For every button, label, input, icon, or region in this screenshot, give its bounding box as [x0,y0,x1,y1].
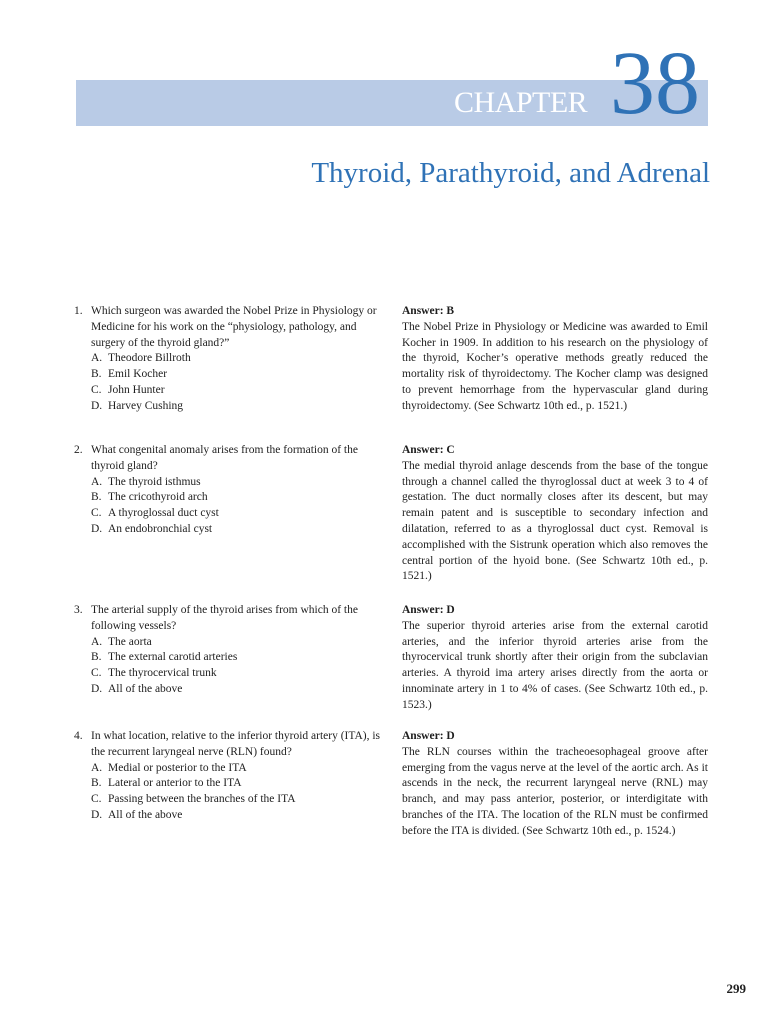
question-1 [74,304,382,415]
option-c: C. John Hunter [91,383,165,396]
option-c: C. The thyrocervical trunk [91,667,217,680]
question-stem: What congenital anomaly arises from the formation of the thyroid gland? [91,444,358,472]
answer-label: Answer: C [402,444,455,456]
page-number: 299 [726,981,746,996]
answer-explanation: The medial thyroid anlage descends from the base of the tongue through a channel called the thyroglossal duct at week 3 to 4 of gestation. The duct normally closes after its descent, but may remain patent and is susceptible to secondary infection and dilatation, referred to as a thyroglossal duct cyst. Removal is accomplished with the Sistrunk operation which also removes the central portion of the hyoid bone. (See Schwartz 10th ed., p. 1521.) [402,459,708,583]
option-a: A. The thyroid isthmus [91,475,201,488]
option-b: B. Lateral or anterior to the ITA [91,777,242,790]
chapter-title: Thyroid, Parathyroid, and Adrenal [311,157,710,189]
option-b: B. The external carotid arteries [91,651,238,664]
option-b: B. Emil Kocher [91,368,168,381]
option-a: A. Medial or posterior to the ITA [91,761,247,774]
chapter-number: 38 [610,34,700,133]
answer-3 [402,603,708,714]
question-2 [74,443,382,538]
answer-4 [402,729,708,840]
question-stem: Which surgeon was awarded the Nobel Prize in Physiology or Medicine for his work on the “physiology, pathology, and surgery of the thyroid gland?” [91,305,377,349]
question-4 [74,729,382,824]
answer-explanation: The superior thyroid arteries arise from the external carotid arteries, and the inferior thyroid arteries arise from the thyrocervical trunk shortly after their origin from the subclavian arteries. A thyroid ima artery arises directly from the aorta or innominate artery in 1 to 4% of cases. (See Schwartz 10th ed., p. 1523.) [402,619,708,711]
option-b: B. The cricothyroid arch [91,491,208,504]
option-a: A. Theodore Billroth [91,352,191,365]
question-3 [74,603,382,698]
answer-label: Answer: B [402,305,455,317]
answer-1 [402,304,708,415]
option-c: C. Passing between the branches of the ITA [91,793,296,806]
answer-label: Answer: D [402,730,455,742]
answer-2 [402,443,708,585]
question-stem: The arterial supply of the thyroid arises from which of the following vessels? [91,604,358,632]
question-number: 2. [74,444,83,456]
question-stem: In what location, relative to the inferior thyroid artery (ITA), is the recurrent laryngeal nerve (RLN) found? [91,730,381,758]
option-a: A. The aorta [91,635,152,648]
answer-explanation: The Nobel Prize in Physiology or Medicine was awarded to Emil Kocher in 1909. In addition to his research on the physiology of the thyroid, Kocher’s operative methods greatly reduced the mortality risk of thyroidectomy. The Kocher clamp was designed to prevent hemorrhage from the hypervascular gland during thyroidectomy. (See Schwartz 10th ed., p. 1521.) [402,320,708,412]
option-d: D. An endobronchial cyst [91,522,213,535]
chapter-label: CHAPTER [454,86,588,119]
answer-label: Answer: D [402,604,455,616]
option-d: D. All of the above [91,808,183,821]
option-c: C. A thyroglossal duct cyst [91,507,219,520]
answer-explanation: The RLN courses within the tracheoesophageal groove after emerging from the vagus nerve at the level of the aortic arch. As it ascends in the neck, the recurrent laryngeal nerve (RNL) may branch, and may pass anterior, posterior, or interdigitate with branches of the ITA. The location of the RLN must be confirmed before the ITA is divided. (See Schwartz 10th ed., p. 1524.) [402,745,708,837]
question-number: 1. [74,305,83,317]
question-number: 3. [74,604,83,616]
question-number: 4. [74,730,83,742]
option-d: D. All of the above [91,682,183,695]
option-d: D. Harvey Cushing [91,399,184,412]
